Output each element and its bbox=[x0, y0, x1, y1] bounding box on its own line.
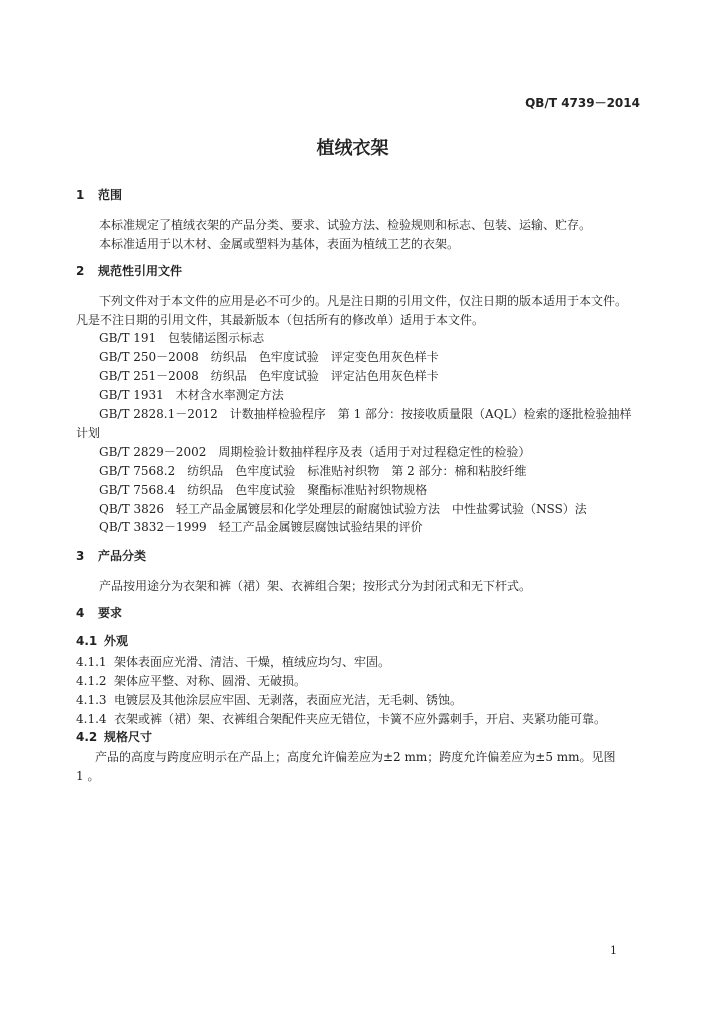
clause-4-1-3 bbox=[76, 691, 462, 708]
paragraph: 产品按用途分为衣架和裤（裙）架、衣裤组合架；按形式分为封闭式和无下杆式。 bbox=[99, 579, 532, 593]
page-number: 1 bbox=[610, 944, 617, 957]
paragraph: 1 。 bbox=[76, 769, 100, 783]
clause-4-1-2 bbox=[76, 672, 306, 689]
reference-item: GB/T 2828.1－2012 计数抽样检验程序 第 1 部分：按接收质量限（AQL）检索的逐批检验抽样 bbox=[99, 407, 632, 421]
clause-number: 4.1.3 bbox=[76, 693, 107, 707]
section-title: 规范性引用文件 bbox=[98, 264, 183, 278]
section-1-heading bbox=[76, 186, 122, 203]
subsection-4-1-heading bbox=[76, 632, 128, 649]
reference-item: GB/T 7568.2 纺织品 色牢度试验 标准贴衬织物 第 2 部分：棉和粘胶纤维 bbox=[99, 464, 527, 478]
subsection-title: 规格尺寸 bbox=[104, 730, 153, 744]
subsection-title: 外观 bbox=[104, 634, 129, 648]
paragraph: 本标准适用于以木材、金属或塑料为基体，表面为植绒工艺的衣架。 bbox=[99, 237, 460, 251]
clause-text: 电镀层及其他涂层应牢固、无剥落，表面应光洁，无毛刺、锈蚀。 bbox=[114, 693, 463, 707]
reference-item: GB/T 1931 木材含水率测定方法 bbox=[99, 388, 284, 402]
section-number: 3 bbox=[76, 549, 85, 563]
reference-item: GB/T 7568.4 纺织品 色牢度试验 聚酯标准贴衬织物规格 bbox=[99, 483, 428, 497]
subsection-number: 4.2 bbox=[76, 730, 98, 744]
clause-number: 4.1.2 bbox=[76, 674, 107, 688]
reference-item: GB/T 251－2008 纺织品 色牢度试验 评定沾色用灰色样卡 bbox=[99, 369, 439, 383]
subsection-number: 4.1 bbox=[76, 634, 98, 648]
standard-code: QB/T 4739－2014 bbox=[525, 96, 640, 110]
reference-item: QB/T 3832－1999 轻工产品金属镀层腐蚀试验结果的评价 bbox=[99, 520, 423, 534]
paragraph: 凡是不注日期的引用文件，其最新版本（包括所有的修改单）适用于本文件。 bbox=[76, 313, 485, 327]
clause-4-1-4 bbox=[76, 710, 606, 727]
section-2-heading bbox=[76, 262, 182, 279]
section-number: 2 bbox=[76, 264, 85, 278]
reference-item: GB/T 191 包装储运图示标志 bbox=[99, 331, 265, 345]
reference-item: GB/T 2829－2002 周期检验计数抽样程序及表（适用于对过程稳定性的检验） bbox=[99, 445, 531, 459]
section-number: 1 bbox=[76, 188, 85, 202]
clause-4-1-1 bbox=[76, 653, 390, 670]
page-title: 植绒衣架 bbox=[316, 138, 389, 159]
section-4-heading bbox=[76, 604, 122, 621]
clause-number: 4.1.4 bbox=[76, 712, 107, 726]
section-title: 范围 bbox=[98, 188, 123, 202]
section-3-heading bbox=[76, 547, 146, 564]
reference-item-continuation: 计划 bbox=[76, 426, 101, 440]
clause-text: 架体应平整、对称、圆滑、无破损。 bbox=[114, 674, 307, 688]
clause-text: 衣架或裤（裙）架、衣裤组合架配件夹应无错位，卡簧不应外露刺手，开启、夹紧功能可靠。 bbox=[114, 712, 607, 726]
clause-number: 4.1.1 bbox=[76, 655, 107, 669]
paragraph: 产品的高度与跨度应明示在产品上；高度允许偏差应为±2 mm；跨度允许偏差应为±5 mm。见图 bbox=[95, 750, 616, 764]
section-number: 4 bbox=[76, 606, 85, 620]
paragraph: 下列文件对于本文件的应用是必不可少的。凡是注日期的引用文件，仅注日期的版本适用于本文件。 bbox=[99, 294, 628, 308]
reference-item: GB/T 250－2008 纺织品 色牢度试验 评定变色用灰色样卡 bbox=[99, 350, 439, 364]
clause-text: 架体表面应光滑、清洁、干燥，植绒应均匀、牢固。 bbox=[114, 655, 391, 669]
section-title: 产品分类 bbox=[98, 549, 147, 563]
subsection-4-2-heading bbox=[76, 728, 152, 745]
section-title: 要求 bbox=[98, 606, 123, 620]
reference-item: QB/T 3826 轻工产品金属镀层和化学处理层的耐腐蚀试验方法 中性盐雾试验（NSS）法 bbox=[99, 502, 587, 516]
paragraph: 本标准规定了植绒衣架的产品分类、要求、试验方法、检验规则和标志、包装、运输、贮存。 bbox=[99, 218, 592, 232]
